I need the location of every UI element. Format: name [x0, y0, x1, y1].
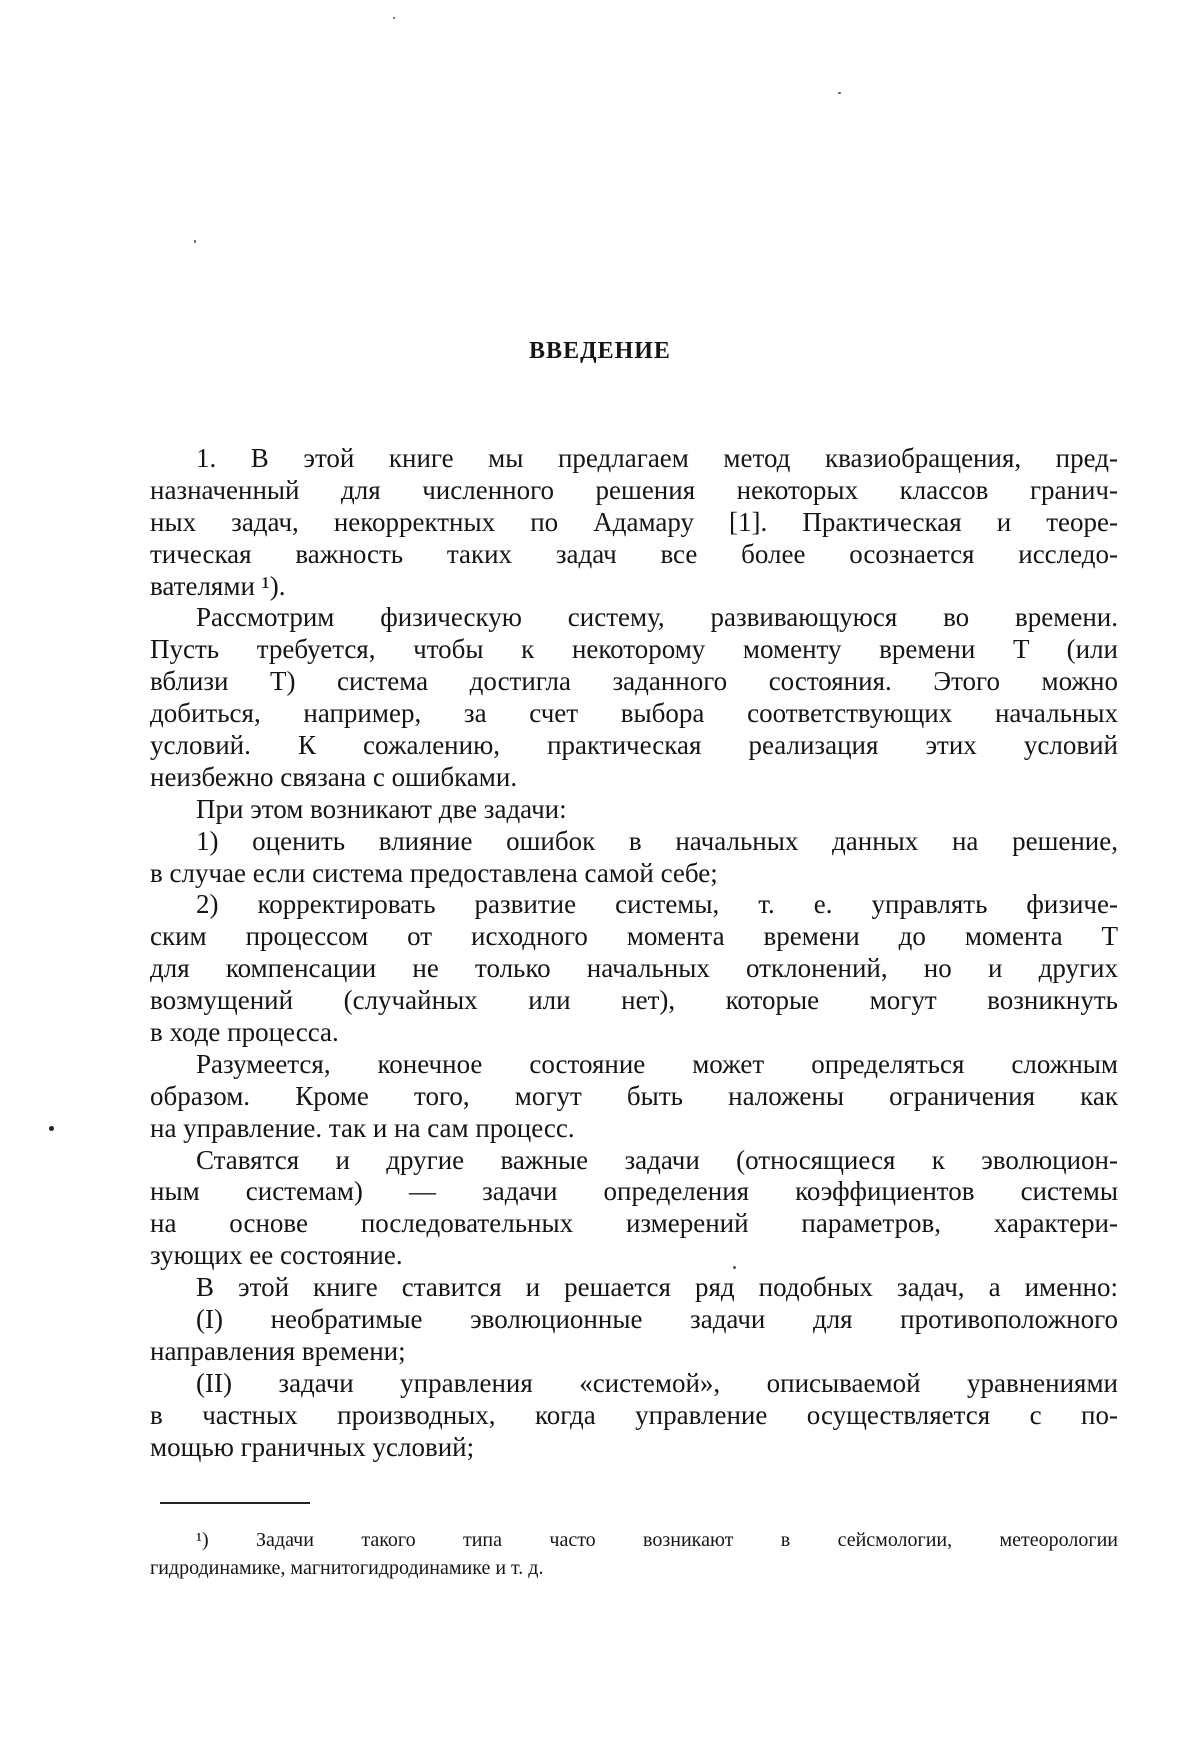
- text-line: в случае если система предоставлена самой себе;: [150, 857, 718, 888]
- print-speck: [49, 1126, 54, 1131]
- text-line: ным системам) — задачи определения коэффициентов системы: [150, 1176, 1118, 1207]
- text-line: ским процессом от исходного момента времени до момента T: [150, 921, 1118, 952]
- text-line: 2) корректировать развитие системы, т. е. управлять физиче-: [196, 889, 1118, 920]
- text-line: условий. К сожалению, практическая реализация этих условий: [150, 730, 1118, 761]
- text-line: В этой книге ставится и решается ряд подобных задач, а именно:: [196, 1272, 1118, 1303]
- text-line: для компенсации не только начальных отклонений, но и других: [150, 953, 1118, 984]
- text-line: в ходе процесса.: [150, 1017, 339, 1048]
- footnote-line: ¹) Задачи такого типа часто возникают в сейсмологии, метеорологии: [196, 1529, 1118, 1551]
- text-line: Рассмотрим физическую систему, развивающуюся во времени.: [196, 602, 1118, 633]
- text-line: Разумеется, конечное состояние может определяться сложным: [196, 1048, 1118, 1079]
- text-line: (II) задачи управления «системой», описываемой уравнениями: [196, 1367, 1118, 1398]
- page-title: ВВЕДЕНИЕ: [529, 338, 671, 364]
- body-text: [150, 443, 1118, 1464]
- text-line: на управление. так и на сам процесс.: [150, 1112, 575, 1143]
- footnote-divider: [160, 1502, 310, 1504]
- text-line: образом. Кроме того, могут быть наложены ограничения как: [150, 1080, 1118, 1111]
- text-line: вателями ¹).: [150, 570, 286, 601]
- text-line: в частных производных, когда управление осуществляется с по-: [150, 1399, 1118, 1430]
- print-speck: [838, 92, 841, 94]
- text-line: (I) необратимые эволюционные задачи для противоположного: [196, 1304, 1118, 1335]
- text-line: Ставятся и другие важные задачи (относящиеся к эволюцион-: [196, 1144, 1118, 1175]
- text-line: вблизи T) система достигла заданного состояния. Этого можно: [150, 666, 1118, 697]
- text-line: зующих ее состояние.: [150, 1240, 403, 1271]
- text-line: добиться, например, за счет выбора соответствующих начальных: [150, 698, 1118, 729]
- text-line: тическая важность таких задач все более осознается исследо-: [150, 538, 1118, 569]
- text-line: 1) оценить влияние ошибок в начальных данных на решение,: [196, 825, 1118, 856]
- text-line: возмущений (случайных или нет), которые могут возникнуть: [150, 985, 1118, 1016]
- text-line: 1. В этой книге мы предлагаем метод квазиобращения, пред-: [196, 443, 1118, 473]
- text-line: Пусть требуется, чтобы к некоторому моменту времени T (или: [150, 634, 1118, 665]
- print-speck: [393, 17, 395, 19]
- print-speck: [194, 240, 196, 243]
- text-line: неизбежно связана с ошибками.: [150, 761, 518, 792]
- text-line: мощью граничных условий;: [150, 1431, 475, 1462]
- text-line: на основе последовательных измерений параметров, характери-: [150, 1208, 1118, 1239]
- text-line: назначенный для численного решения некоторых классов гранич-: [150, 474, 1118, 505]
- footnote: [150, 1526, 1118, 1582]
- text-line: При этом возникают две задачи:: [196, 793, 567, 824]
- text-line: ных задач, некорректных по Адамару [1]. Практическая и теоре-: [150, 506, 1118, 537]
- text-line: направления времени;: [150, 1335, 406, 1366]
- footnote-line: гидродинамике, магнитогидродинамике и т. д.: [150, 1557, 544, 1579]
